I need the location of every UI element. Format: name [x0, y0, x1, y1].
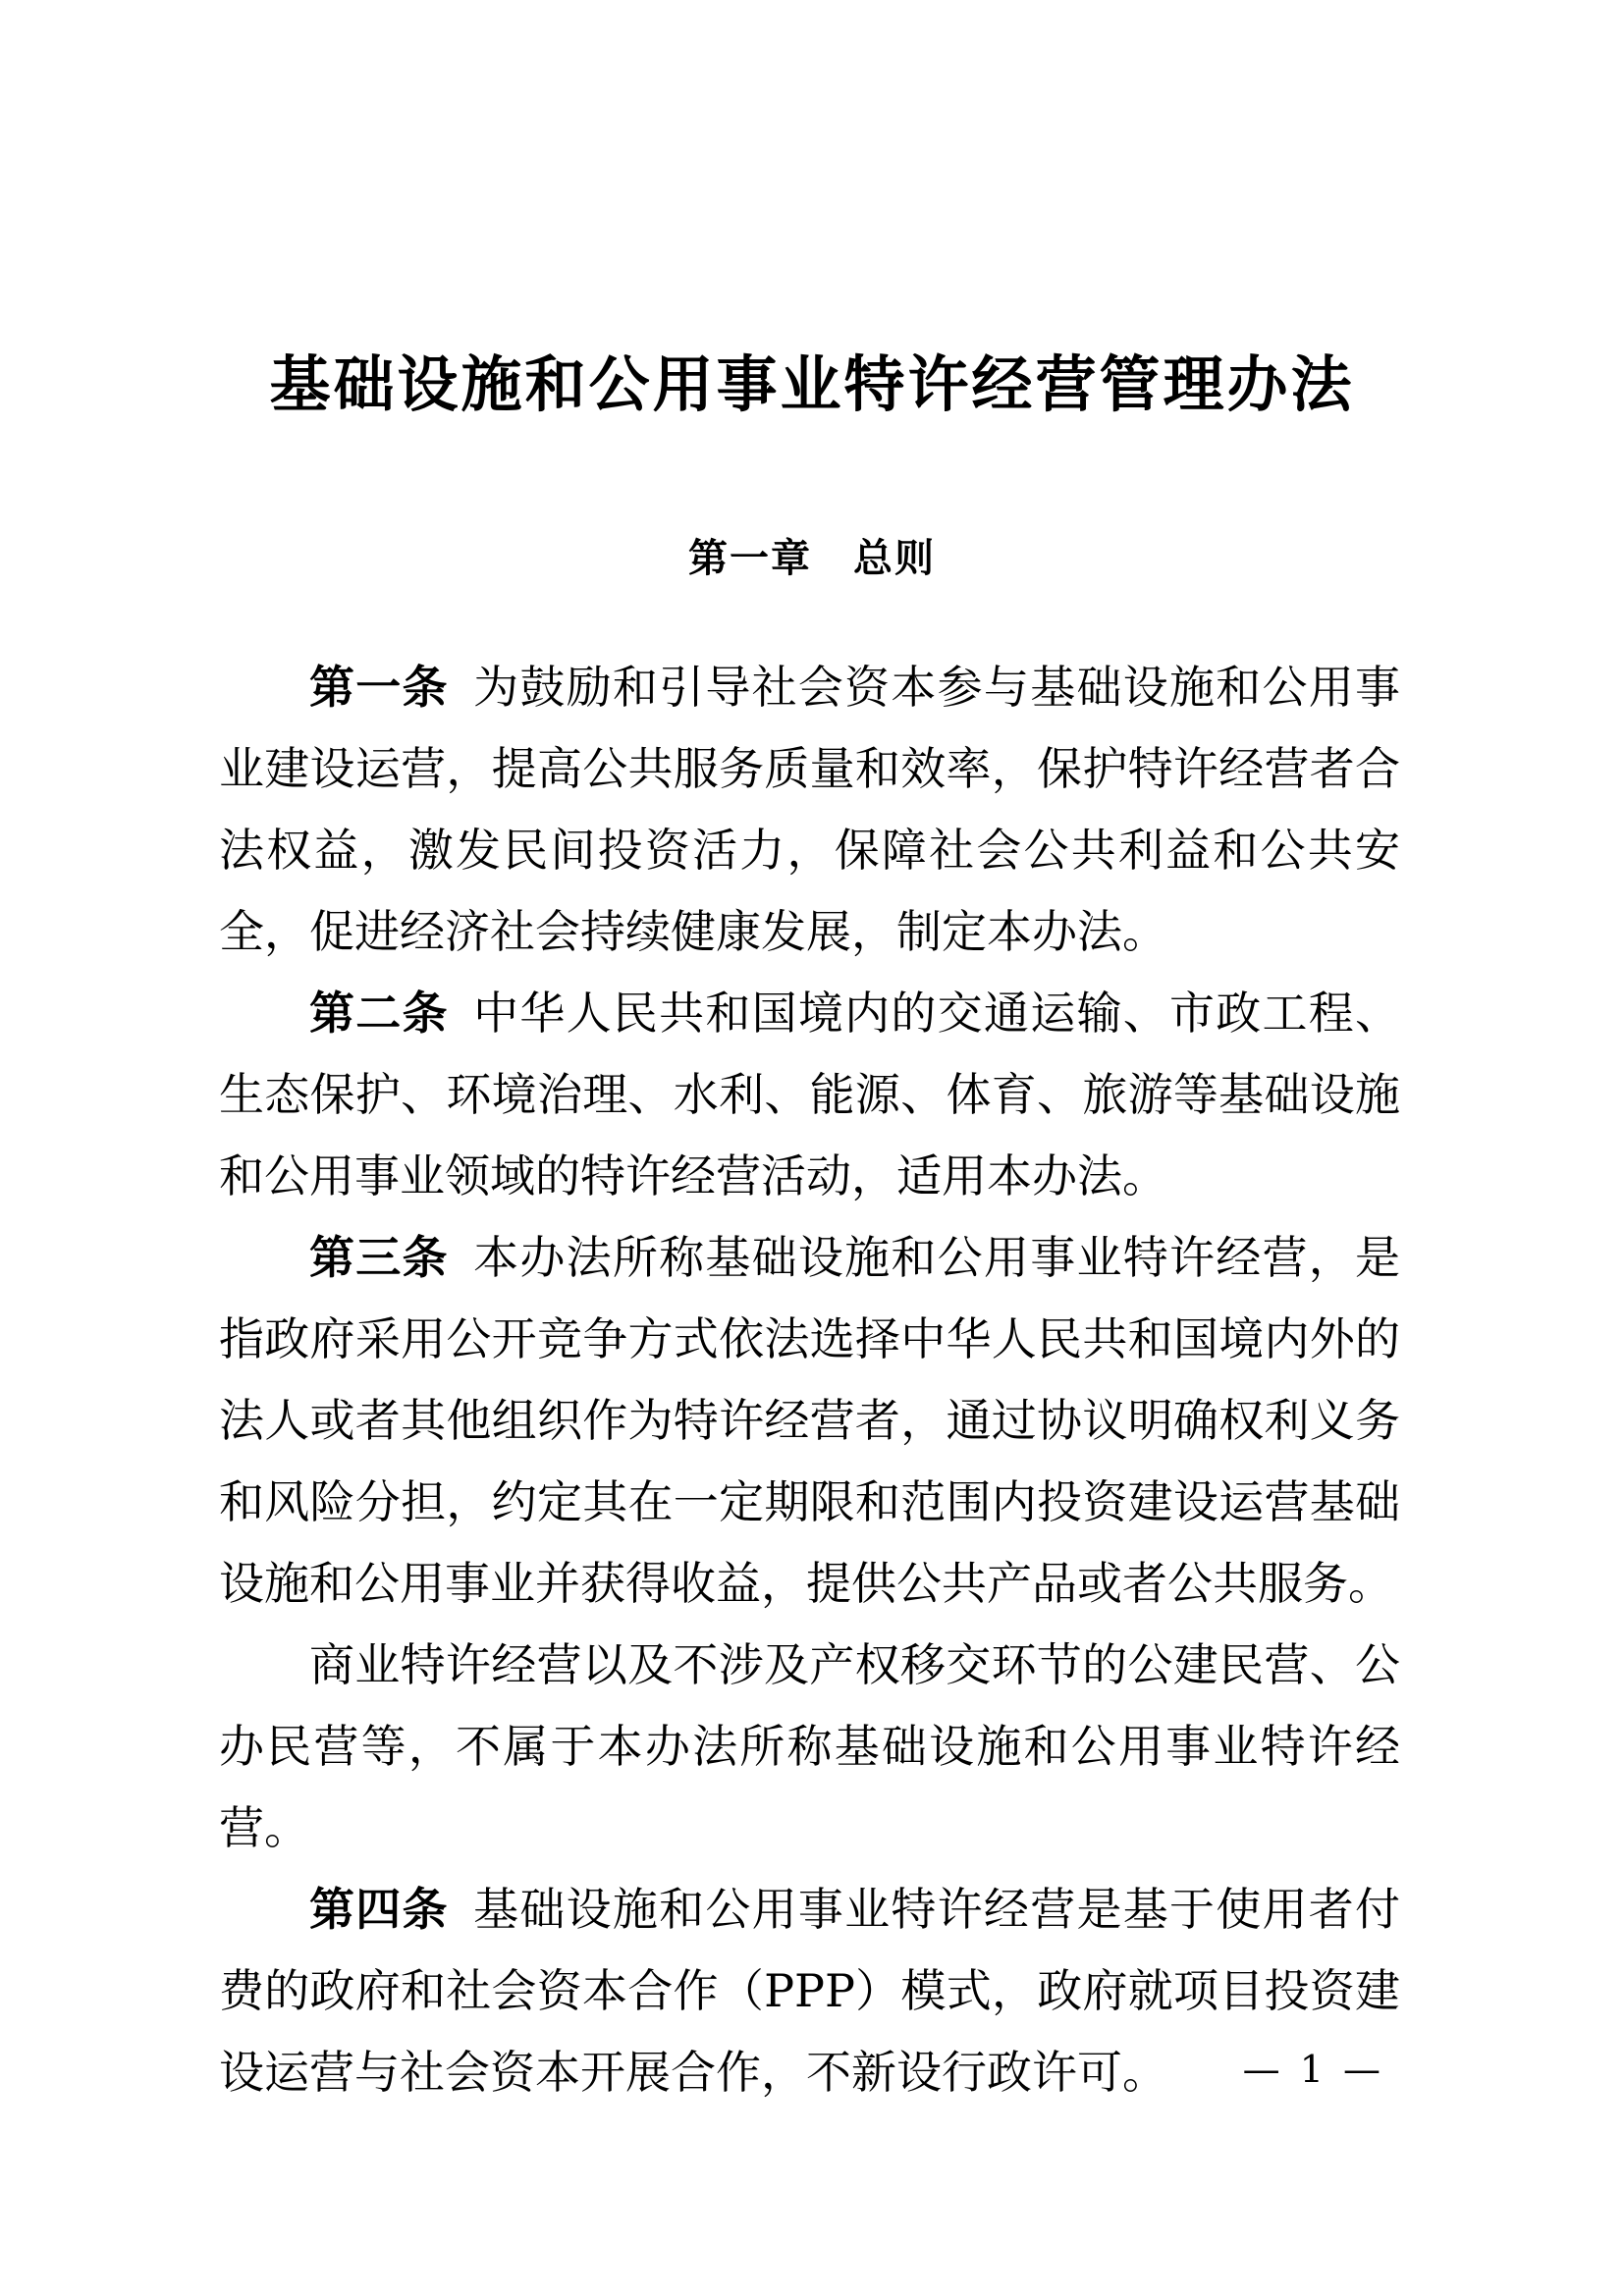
article-paragraph-5 [219, 1869, 1400, 2113]
article-paragraph-1 [219, 647, 1400, 973]
page-number: — 1 — [1242, 2048, 1384, 2091]
article-text-2: 中华人民共和国境内的交通运输、市政工程、生态保护、环境治理、水利、能源、体育、旅游等基础设施和公用事业领域的特许经营活动，适用本办法。 [219, 987, 1401, 1202]
article-paragraph-4 [219, 1625, 1400, 1869]
article-text-3: 本办法所称基础设施和公用事业特许经营，是指政府采用公开竞争方式依法选择中华人民共和国境内外的法人或者其他组织作为特许经营者，通过协议明确权利义务和风险分担，约定其在一定期限和范围内投资建设运营基础设施和公用事业并获得收益，提供公共产品或者公共服务。 [219, 1231, 1401, 1610]
article-text-4: 商业特许经营以及不涉及产权移交环节的公建民营、公办民营等，不属于本办法所称基础设施和公用事业特许经营。 [219, 1638, 1400, 1854]
article-number-1: 第一条 [309, 661, 449, 714]
article-number-5: 第四条 [309, 1883, 449, 1936]
document-body [219, 647, 1400, 2113]
article-number-2: 第二条 [309, 987, 449, 1040]
chapter-heading: 第一章 总则 [688, 536, 936, 581]
document-title: 基础设施和公用事业特许经营管理办法 [269, 348, 1355, 420]
article-paragraph-2 [219, 973, 1400, 1217]
article-text-5: 基础设施和公用事业特许经营是基于使用者付费的政府和社会资本合作（PPP）模式，政府就项目投资建设运营与社会资本开展合作，不新设行政许可。 [219, 1883, 1401, 2099]
article-text-1: 为鼓励和引导社会资本参与基础设施和公用事业建设运营，提高公共服务质量和效率，保护特许经营者合法权益，激发民间投资活力，保障社会公共利益和公共安全，促进经济社会持续健康发展，制定本办法。 [219, 661, 1401, 958]
article-paragraph-3 [219, 1217, 1400, 1625]
article-number-3: 第三条 [309, 1231, 449, 1284]
